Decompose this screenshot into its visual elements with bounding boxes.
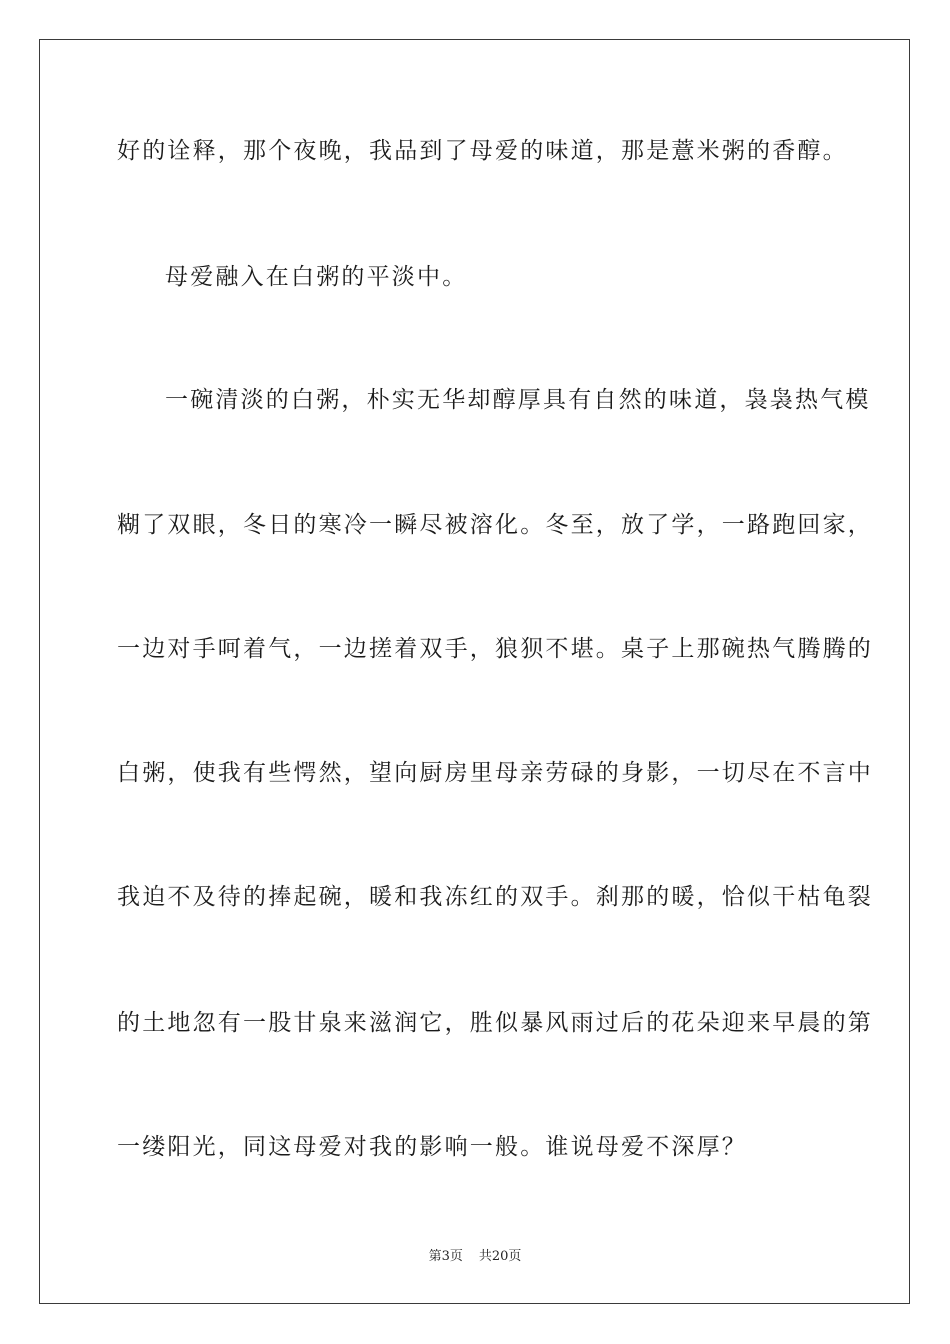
page-border (39, 39, 910, 1304)
page-total: 共20页 (478, 1249, 522, 1264)
text-line-7: 我迫不及待的捧起碗，暖和我冻红的双手。刹那的暖，恰似干枯龟裂 (117, 884, 873, 910)
text-line-9: 一缕阳光，同这母爱对我的影响一般。谁说母爱不深厚？ (117, 1134, 747, 1160)
page-number: 第3页 (428, 1249, 463, 1264)
text-line-4: 糊了双眼，冬日的寒冷一瞬尽被溶化。冬至，放了学，一路跑回家， (117, 512, 873, 538)
page-footer (0, 1248, 950, 1266)
text-line-2: 母爱融入在白粥的平淡中。 (165, 264, 468, 290)
text-line-6: 白粥，使我有些愕然，望向厨房里母亲劳碌的身影，一切尽在不言中 (117, 760, 873, 786)
text-line-3: 一碗清淡的白粥，朴实无华却醇厚具有自然的味道，袅袅热气模 (165, 387, 871, 413)
text-line-1: 好的诠释，那个夜晚，我品到了母爱的味道，那是薏米粥的香醇。 (117, 138, 848, 164)
text-line-8: 的土地忽有一股甘泉来滋润它，胜似暴风雨过后的花朵迎来早晨的第 (117, 1010, 873, 1036)
text-line-5: 一边对手呵着气，一边搓着双手，狼狈不堪。桌子上那碗热气腾腾的 (117, 636, 873, 662)
